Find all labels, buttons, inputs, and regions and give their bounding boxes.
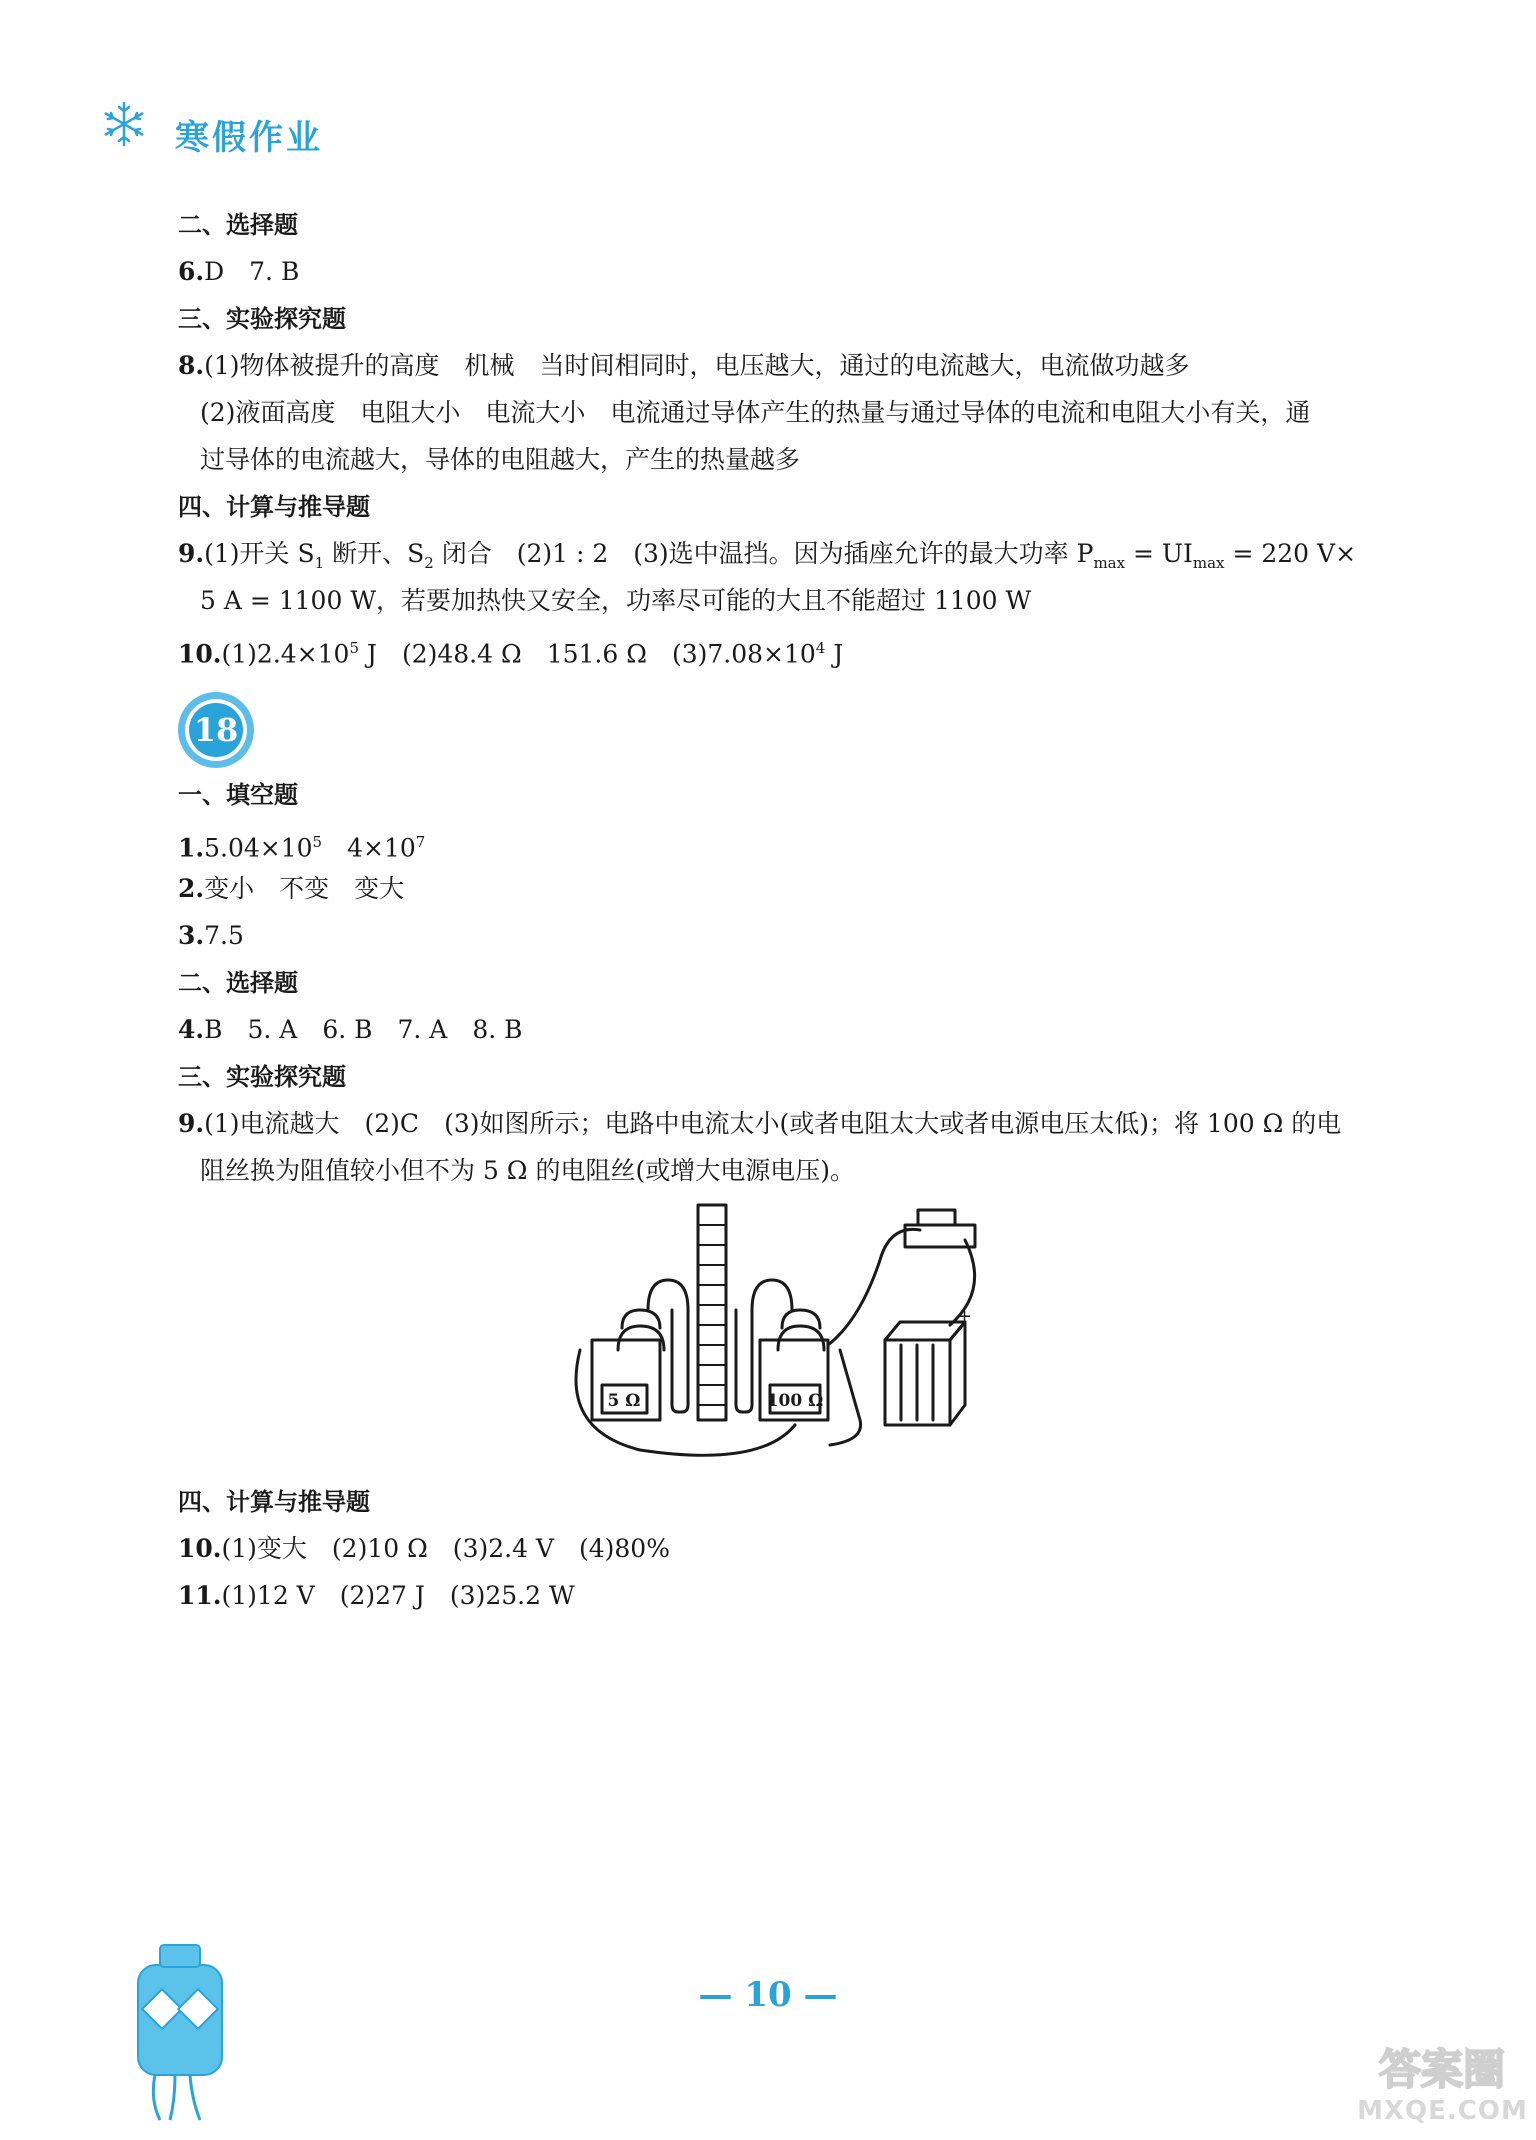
answer-line: 2.变小 不变 变大 [178,874,405,903]
answer-line: 9.(1)电流越大 (2)C (3)如图所示；电路中电流太小(或者电阻太大或者电源电压太低)；将 100 Ω 的电 [178,1109,1342,1138]
answer-line-q9: 9.(1)开关 $S_1$ 断开、$S_2$ 闭合 (2)1 : 2 (3)选中温挡。因为插座允许的最大功率 $P_{max} = UI_{max} = 220$ V× [178,539,1357,572]
unit-badge [176,690,256,770]
section-heading: 二、选择题 [178,211,298,239]
battery-plus-symbol: + [957,1306,973,1327]
answer-line: 11.(1)12 V (2)27 J (3)25.2 W [178,1581,575,1610]
answer-continuation: (2)液面高度 电阻大小 电流大小 电流通过导体产生的热量与通过导体的电流和电阻大小有关，通 [200,398,1311,427]
svg-text:答案圈: 答案圈 [1378,2045,1506,2094]
section-heading: 一、填空题 [178,781,298,809]
section-heading: 二、选择题 [178,969,298,997]
resistor-label-left: 5 Ω [607,1391,641,1411]
watermark-logo [1355,2040,1530,2095]
answer-line-q1: $1.5.04\times 10^5$ $4\times 10^7$ [178,833,426,863]
answer-line: 3.7.5 [178,921,244,950]
page-number: — 10 — [698,1975,838,2015]
resistor-label-right: 100 Ω [766,1391,824,1411]
page-header-title: 寒假作业 [175,118,323,158]
circuit-diagram [560,1200,980,1470]
section-heading: 四、计算与推导题 [178,1488,370,1516]
answer-line: 10.(1)变大 (2)10 Ω (3)2.4 V (4)80% [178,1534,670,1563]
section-heading: 四、计算与推导题 [178,493,370,521]
watermark-url: MXQE.COM [1357,2096,1528,2126]
answer-continuation: 5 A = 1100 W，若要加热快又安全，功率尽可能的大且不能超过 1100 W [200,586,1032,615]
section-heading: 三、实验探究题 [178,305,346,333]
answer-line: 8.(1)物体被提升的高度 机械 当时间相同时，电压越大，通过的电流越大，电流做功越多 [178,351,1190,380]
lantern-icon [130,1935,230,2125]
answer-continuation: 过导体的电流越大，导体的电阻越大，产生的热量越多 [200,445,801,474]
badge-number: 18 [193,711,239,749]
answer-line: 6.D 7. B [178,257,300,286]
answer-line: 4.B 5. A 6. B 7. A 8. B [178,1015,523,1044]
answer-continuation: 阻丝换为阻值较小但不为 5 Ω 的电阻丝(或增大电源电压)。 [200,1156,855,1185]
answer-line-q10: $10.(1)2.4\times 10^5$ J (2)48.4 Ω 151.6 Ω $(3)7.08\times 10^4$ J [178,639,844,669]
section-heading: 三、实验探究题 [178,1063,346,1091]
snowflake-icon [100,100,148,148]
